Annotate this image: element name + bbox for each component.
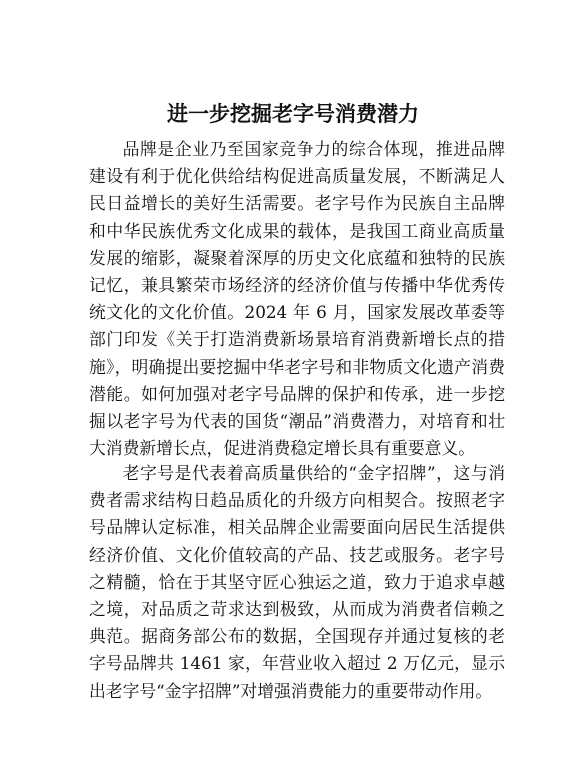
body-paragraph-1: 品牌是企业乃至国家竞争力的综合体现，推进品牌建设有利于优化供给结构促进高质量发展，不断满足人民日益增长的美好生活需要。老字号作为民族自主品牌和中华民族优秀文化成果的载体，是我国工商业高质量发展的缩影，凝聚着深厚的历史文化底蕴和独特的民族记忆，兼具繁荣市场经济的经济价值与传播中华优秀传统文化的文化价值。2024 年 6 月，国家发展改革委等部门印发《关于打造消费新场景培育消费新增长点的措施》，明确提出要挖掘中华老字号和非物质文化遗产消费潜能。如何加强对老字号品牌的保护和传承，进一步挖掘以老字号为代表的国货“潮品”消费潜力，对培育和壮大消费新增长点，促进消费稳定增长具有重要意义。	[89, 139, 505, 459]
body-paragraph-2: 老字号是代表着高质量供给的“金字招牌”，这与消费者需求结构日趋品质化的升级方向相契合。按照老字号品牌认定标准，相关品牌企业需要面向居民生活提供经济价值、文化价值较高的产品、技艺或服务。老字号之精髓，恰在于其坚守匠心独运之道，致力于追求卓越之境，对品质之苛求达到极致，从而成为消费者信赖之典范。据商务部公布的数据，全国现存并通过复核的老字号品牌共 1461 家，年营业收入超过 2 万亿元，显示出老字号“金字招牌”对增强消费能力的重要带动作用。	[89, 463, 505, 701]
document-title: 进一步挖掘老字号消费潜力	[167, 101, 419, 126]
